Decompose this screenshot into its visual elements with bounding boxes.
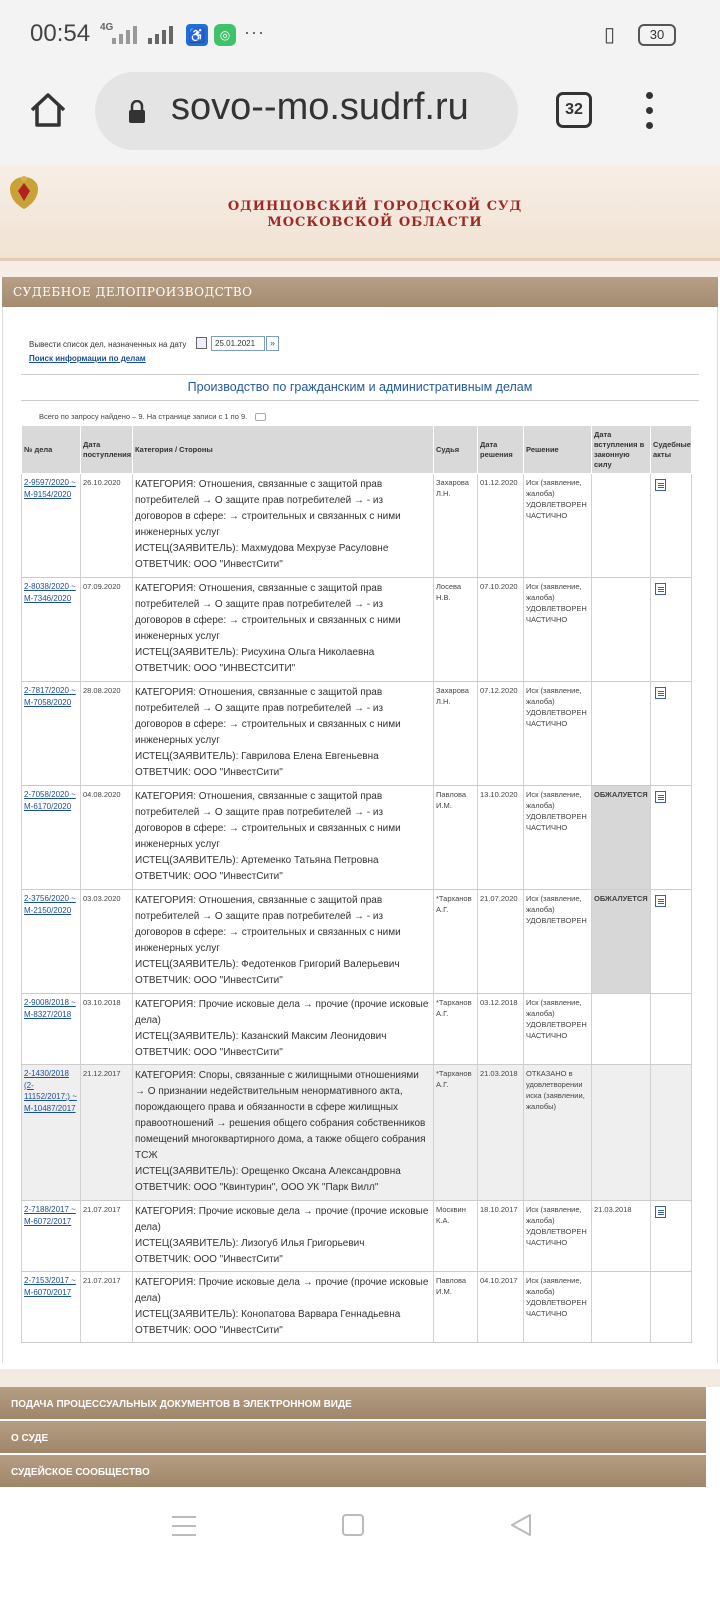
decision-date-cell: 18.10.2017 bbox=[478, 1201, 524, 1272]
footer-spacer bbox=[0, 1369, 720, 1387]
effective-date-cell bbox=[592, 474, 651, 578]
decision-date-cell: 03.12.2018 bbox=[478, 994, 524, 1065]
category-text: КАТЕГОРИЯ: Отношения, связанные с защитой прав потребителей → О защите прав потребителей → - из договоров в сфере: → строительных и связанных с ними инженерных услуг bbox=[135, 583, 401, 642]
recent-apps-icon[interactable] bbox=[172, 1516, 196, 1543]
plaintiff-text: ИСТЕЦ(ЗАЯВИТЕЛЬ): Гаврилова Елена Евгеньевна bbox=[135, 751, 379, 762]
plaintiff-text: ИСТЕЦ(ЗАЯВИТЕЛЬ): Артеменко Татьяна Петровна bbox=[135, 855, 379, 866]
decision-cell: ОТКАЗАНО в удовлетворении иска (заявлении, жалобы) bbox=[524, 1065, 592, 1201]
column-header: Дата вступления в законную силу bbox=[592, 426, 651, 474]
table-row bbox=[22, 994, 692, 1065]
category-cell bbox=[133, 1272, 434, 1343]
table-row bbox=[22, 682, 692, 786]
defendant-text: ОТВЕТЧИК: ООО "Квинтурин", ООО УК "Парк Вилл" bbox=[135, 1182, 379, 1193]
received-date-cell: 21.07.2017 bbox=[81, 1201, 133, 1272]
decision-date-cell: 13.10.2020 bbox=[478, 786, 524, 890]
effective-date-cell bbox=[592, 994, 651, 1065]
case-number-link[interactable]: 2-7817/2020 ~ М-7058/2020 bbox=[24, 686, 76, 707]
effective-date-cell bbox=[592, 578, 651, 682]
column-header: Судебные акты bbox=[651, 426, 692, 474]
browser-toolbar bbox=[0, 70, 720, 165]
court-acts-cell bbox=[651, 474, 692, 578]
go-button[interactable]: » bbox=[266, 336, 279, 351]
case-search-link[interactable]: Поиск информации по делам bbox=[29, 354, 146, 363]
decision-cell: Иск (заявление, жалоба) УДОВЛЕТВОРЕН ЧАСТИЧНО bbox=[524, 786, 592, 890]
divider bbox=[21, 374, 699, 375]
document-icon[interactable] bbox=[655, 583, 666, 595]
category-text: КАТЕГОРИЯ: Прочие исковые дела → прочие (прочие исковые дела) bbox=[135, 1206, 429, 1233]
category-text: КАТЕГОРИЯ: Отношения, связанные с защитой прав потребителей → О защите прав потребителей → - из договоров в сфере: → строительных и связанных с ними инженерных услуг bbox=[135, 479, 401, 538]
decision-cell: Иск (заявление, жалоба) УДОВЛЕТВОРЕН ЧАСТИЧНО bbox=[524, 1201, 592, 1272]
category-cell bbox=[133, 578, 434, 682]
received-date-cell: 21.12.2017 bbox=[81, 1065, 133, 1201]
category-text: КАТЕГОРИЯ: Отношения, связанные с защитой прав потребителей → О защите прав потребителей → - из договоров в сфере: → строительных и связанных с ними инженерных услуг bbox=[135, 895, 401, 954]
case-number-link[interactable]: 2-8038/2020 ~ М-7346/2020 bbox=[24, 582, 76, 603]
section-title: СУДЕБНОЕ ДЕЛОПРОИЗВОДСТВО bbox=[2, 277, 718, 307]
plaintiff-text: ИСТЕЦ(ЗАЯВИТЕЛЬ): Федотенков Григорий Валерьевич bbox=[135, 959, 400, 970]
lock-icon bbox=[127, 100, 147, 124]
status-bar bbox=[0, 0, 720, 70]
document-icon[interactable] bbox=[655, 687, 666, 699]
vibrate-icon: ▯ bbox=[604, 24, 616, 46]
decision-date-cell: 04.10.2017 bbox=[478, 1272, 524, 1343]
print-icon[interactable] bbox=[255, 413, 266, 421]
results-count bbox=[39, 412, 266, 421]
category-text: КАТЕГОРИЯ: Прочие исковые дела → прочие (прочие исковые дела) bbox=[135, 999, 429, 1026]
column-header: Дата решения bbox=[478, 426, 524, 474]
category-cell bbox=[133, 474, 434, 578]
tabs-button[interactable]: 32 bbox=[556, 92, 592, 128]
battery-icon: 30 bbox=[638, 24, 676, 46]
defendant-text: ОТВЕТЧИК: ООО "ИнвестСити" bbox=[135, 559, 283, 570]
plaintiff-text: ИСТЕЦ(ЗАЯВИТЕЛЬ): Орещенко Оксана Александровна bbox=[135, 1166, 401, 1177]
plaintiff-text: ИСТЕЦ(ЗАЯВИТЕЛЬ): Махмудова Мехрузе Расуловне bbox=[135, 543, 389, 554]
more-notifications-icon: ··· bbox=[244, 22, 265, 42]
home-icon[interactable] bbox=[28, 90, 68, 130]
column-header: Дата поступления bbox=[81, 426, 133, 474]
url-bar[interactable] bbox=[95, 72, 518, 150]
category-cell bbox=[133, 682, 434, 786]
header-spacer bbox=[0, 261, 720, 277]
case-number-link[interactable]: 2-9597/2020 ~ М-9154/2020 bbox=[24, 478, 76, 499]
case-number-link[interactable]: 2-7153/2017 ~ М-6070/2017 bbox=[24, 1276, 76, 1297]
document-icon[interactable] bbox=[655, 895, 666, 907]
document-icon[interactable] bbox=[655, 791, 666, 803]
judge-cell: Лосева Н.В. bbox=[434, 578, 478, 682]
home-nav-icon[interactable] bbox=[342, 1514, 364, 1536]
app-notification-icon: ◎ bbox=[214, 24, 236, 46]
court-acts-cell bbox=[651, 890, 692, 994]
plaintiff-text: ИСТЕЦ(ЗАЯВИТЕЛЬ): Конопатова Варвара Геннадьевна bbox=[135, 1309, 401, 1320]
effective-date-cell: 21.03.2018 bbox=[592, 1201, 651, 1272]
table-row bbox=[22, 474, 692, 578]
defendant-text: ОТВЕТЧИК: ООО "ИнвестСити" bbox=[135, 871, 283, 882]
court-name-line2: МОСКОВСКОЙ ОБЛАСТИ bbox=[267, 215, 483, 230]
network-type: 4G bbox=[100, 22, 114, 33]
table-row bbox=[22, 1272, 692, 1343]
decision-cell: Иск (заявление, жалоба) УДОВЛЕТВОРЕН ЧАСТИЧНО bbox=[524, 578, 592, 682]
case-number-link[interactable]: 2-7058/2020 ~ М-6170/2020 bbox=[24, 790, 76, 811]
signal-icon bbox=[112, 24, 137, 44]
site-header bbox=[0, 165, 720, 261]
results-count-text: Всего по запросу найдено – 9. На странице записи с 1 по 9. bbox=[39, 412, 248, 421]
judge-cell: *Тарханов А.Г. bbox=[434, 1065, 478, 1201]
defendant-text: ОТВЕТЧИК: ООО "ИнвестСити" bbox=[135, 975, 283, 986]
case-number-cell bbox=[22, 994, 81, 1065]
court-acts-cell bbox=[651, 786, 692, 890]
court-acts-cell bbox=[651, 994, 692, 1065]
defendant-text: ОТВЕТЧИК: ООО "ИНВЕСТСИТИ" bbox=[135, 663, 296, 674]
decision-date-cell: 21.07.2020 bbox=[478, 890, 524, 994]
signal-icon-2 bbox=[148, 24, 173, 44]
decision-cell: Иск (заявление, жалоба) УДОВЛЕТВОРЕН bbox=[524, 890, 592, 994]
table-row bbox=[22, 578, 692, 682]
decision-cell: Иск (заявление, жалоба) УДОВЛЕТВОРЕН ЧАСТИЧНО bbox=[524, 474, 592, 578]
judge-cell: Захарова Л.Н. bbox=[434, 682, 478, 786]
category-cell bbox=[133, 994, 434, 1065]
decision-cell: Иск (заявление, жалоба) УДОВЛЕТВОРЕН ЧАСТИЧНО bbox=[524, 1272, 592, 1343]
case-number-link[interactable]: 2-3756/2020 ~ М-2150/2020 bbox=[24, 894, 76, 915]
category-text: КАТЕГОРИЯ: Споры, связанные с жилищными отношениями → О признании недействительным ненормативного акта, порождающего права и обязанности в сфере жилищных правоотношений → решения общего собрания собственников помещений многоквартирного дома, а также общего собрания ТСЖ bbox=[135, 1070, 426, 1161]
case-number-link[interactable]: 2-1430/2018 (2-11152/2017;) ~ М-10487/2017 bbox=[24, 1069, 77, 1113]
effective-date-cell: ОБЖАЛУЕТСЯ bbox=[592, 786, 651, 890]
table-row bbox=[22, 1065, 692, 1201]
accessibility-app-icon: ♿ bbox=[186, 24, 208, 46]
case-number-cell bbox=[22, 1065, 81, 1201]
back-icon[interactable] bbox=[508, 1512, 534, 1538]
received-date-cell: 03.03.2020 bbox=[81, 890, 133, 994]
received-date-cell: 21.07.2017 bbox=[81, 1272, 133, 1343]
judge-cell: Павлова И.М. bbox=[434, 786, 478, 890]
effective-date-cell bbox=[592, 682, 651, 786]
column-header: Категория / Стороны bbox=[133, 426, 434, 474]
defendant-text: ОТВЕТЧИК: ООО "ИнвестСити" bbox=[135, 1325, 283, 1336]
judge-cell: *Тарханов А.Г. bbox=[434, 890, 478, 994]
decision-cell: Иск (заявление, жалоба) УДОВЛЕТВОРЕН ЧАСТИЧНО bbox=[524, 994, 592, 1065]
web-page bbox=[0, 165, 720, 1478]
document-icon[interactable] bbox=[655, 1206, 666, 1218]
clock: 00:54 bbox=[30, 20, 91, 47]
date-filter-label: Вывести список дел, назначенных на дату bbox=[29, 340, 187, 349]
case-number-link[interactable]: 2-7188/2017 ~ М-6072/2017 bbox=[24, 1205, 76, 1226]
case-number-cell bbox=[22, 1201, 81, 1272]
case-number-cell bbox=[22, 474, 81, 578]
column-header: Судья bbox=[434, 426, 478, 474]
case-number-cell bbox=[22, 890, 81, 994]
column-header: Решение bbox=[524, 426, 592, 474]
decision-date-cell: 01.12.2020 bbox=[478, 474, 524, 578]
document-icon[interactable] bbox=[655, 479, 666, 491]
case-number-link[interactable]: 2-9008/2018 ~ М-8327/2018 bbox=[24, 998, 76, 1019]
court-acts-cell bbox=[651, 682, 692, 786]
decision-cell: Иск (заявление, жалоба) УДОВЛЕТВОРЕН ЧАСТИЧНО bbox=[524, 682, 592, 786]
case-number-cell bbox=[22, 786, 81, 890]
footer-link-e-filing[interactable]: ПОДАЧА ПРОЦЕССУАЛЬНЫХ ДОКУМЕНТОВ В ЭЛЕКТРОННОМ ВИДЕ bbox=[0, 1387, 706, 1419]
received-date-cell: 03.10.2018 bbox=[81, 994, 133, 1065]
received-date-cell: 04.08.2020 bbox=[81, 786, 133, 890]
decision-date-cell: 07.10.2020 bbox=[478, 578, 524, 682]
production-title: Производство по гражданским и административным делам bbox=[187, 380, 533, 394]
table-header bbox=[22, 426, 692, 474]
case-number-cell bbox=[22, 682, 81, 786]
case-content bbox=[2, 307, 718, 1363]
calendar-icon[interactable] bbox=[196, 337, 207, 349]
effective-date-cell: ОБЖАЛУЕТСЯ bbox=[592, 890, 651, 994]
divider bbox=[21, 400, 699, 401]
effective-date-cell bbox=[592, 1065, 651, 1201]
url-text: sovo--mo.sudrf.ru bbox=[171, 86, 469, 128]
judge-cell: Павлова И.М. bbox=[434, 1272, 478, 1343]
category-cell bbox=[133, 890, 434, 994]
case-number-cell bbox=[22, 578, 81, 682]
court-acts-cell bbox=[651, 1065, 692, 1201]
category-cell bbox=[133, 1065, 434, 1201]
court-name-line1: ОДИНЦОВСКИЙ ГОРОДСКОЙ СУД bbox=[227, 199, 523, 214]
defendant-text: ОТВЕТЧИК: ООО "ИнвестСити" bbox=[135, 767, 283, 778]
system-nav-bar bbox=[0, 1488, 720, 1600]
plaintiff-text: ИСТЕЦ(ЗАЯВИТЕЛЬ): Казанский Максим Леонидович bbox=[135, 1031, 387, 1042]
category-text: КАТЕГОРИЯ: Прочие исковые дела → прочие (прочие исковые дела) bbox=[135, 1277, 429, 1304]
decision-date-cell: 07.12.2020 bbox=[478, 682, 524, 786]
judge-cell: *Тарханов А.Г. bbox=[434, 994, 478, 1065]
table-row bbox=[22, 890, 692, 994]
decision-date-cell: 21.03.2018 bbox=[478, 1065, 524, 1201]
category-text: КАТЕГОРИЯ: Отношения, связанные с защитой прав потребителей → О защите прав потребителей → - из договоров в сфере: → строительных и связанных с ними инженерных услуг bbox=[135, 791, 401, 850]
effective-date-cell bbox=[592, 1272, 651, 1343]
table-row bbox=[22, 1201, 692, 1272]
case-number-cell bbox=[22, 1272, 81, 1343]
court-name bbox=[0, 199, 720, 231]
defendant-text: ОТВЕТЧИК: ООО "ИнвестСити" bbox=[135, 1254, 283, 1265]
category-cell bbox=[133, 786, 434, 890]
received-date-cell: 28.08.2020 bbox=[81, 682, 133, 786]
footer-link-about-court[interactable]: О СУДЕ bbox=[0, 1421, 706, 1453]
court-acts-cell bbox=[651, 578, 692, 682]
category-cell bbox=[133, 1201, 434, 1272]
cases-table bbox=[21, 425, 692, 1343]
received-date-cell: 07.09.2020 bbox=[81, 578, 133, 682]
defendant-text: ОТВЕТЧИК: ООО "ИнвестСити" bbox=[135, 1047, 283, 1058]
plaintiff-text: ИСТЕЦ(ЗАЯВИТЕЛЬ): Лизогуб Илья Григорьевич bbox=[135, 1238, 365, 1249]
table-row bbox=[22, 786, 692, 890]
footer-link-judicial-community[interactable]: СУДЕЙСКОЕ СООБЩЕСТВО bbox=[0, 1455, 706, 1487]
menu-icon[interactable] bbox=[646, 92, 656, 130]
plaintiff-text: ИСТЕЦ(ЗАЯВИТЕЛЬ): Рисухина Ольга Николаевна bbox=[135, 647, 375, 658]
judge-cell: Захарова Л.Н. bbox=[434, 474, 478, 578]
date-input[interactable]: 25.01.2021 bbox=[211, 336, 265, 351]
column-header: № дела bbox=[22, 426, 81, 474]
court-acts-cell bbox=[651, 1272, 692, 1343]
judge-cell: Москвин К.А. bbox=[434, 1201, 478, 1272]
category-text: КАТЕГОРИЯ: Отношения, связанные с защитой прав потребителей → О защите прав потребителей → - из договоров в сфере: → строительных и связанных с ними инженерных услуг bbox=[135, 687, 401, 746]
court-acts-cell bbox=[651, 1201, 692, 1272]
received-date-cell: 26.10.2020 bbox=[81, 474, 133, 578]
